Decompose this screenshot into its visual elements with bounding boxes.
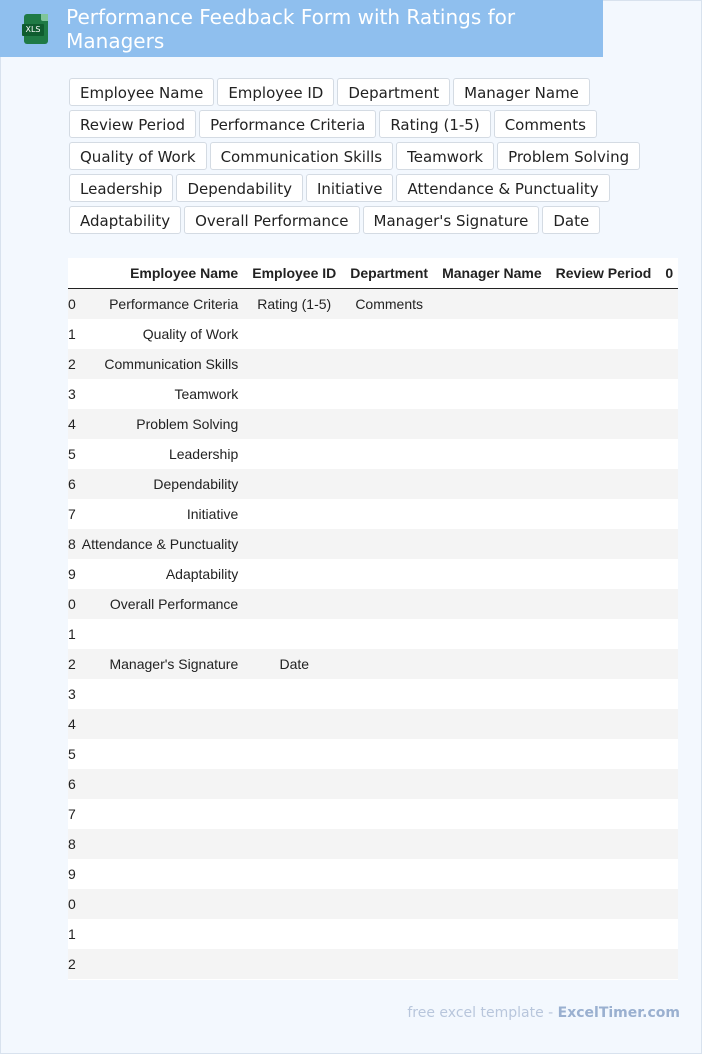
table-cell: [436, 829, 550, 859]
table-cell: Initiative: [186, 506, 239, 522]
row-index: 7: [68, 806, 76, 822]
table-cell: [659, 859, 678, 889]
table-cell: Manager's Signature: [109, 656, 239, 672]
row-index: 1: [68, 626, 76, 642]
table-cell: [76, 859, 246, 889]
table-cell: [659, 289, 678, 320]
table-cell: [436, 709, 550, 739]
table-cell: Attendance & Punctuality: [81, 536, 239, 552]
table-row: [68, 769, 678, 799]
table-cell: [344, 379, 436, 409]
table-cell: [246, 829, 344, 859]
table-cell: [76, 619, 246, 649]
table-row: [68, 439, 678, 469]
table-cell: [436, 889, 550, 919]
table-cell: [246, 679, 344, 709]
field-chip[interactable]: Attendance & Punctuality: [396, 174, 609, 202]
table-cell: [659, 379, 678, 409]
table-cell: [659, 589, 678, 619]
page-title: Performance Feedback Form with Ratings for Managers: [66, 4, 516, 53]
table-cell: [344, 319, 436, 349]
row-index: 9: [68, 866, 76, 882]
table-row: [68, 799, 678, 829]
table-cell: [344, 439, 436, 469]
table-row: [68, 469, 678, 499]
column-header: Employee ID: [246, 258, 344, 289]
table-cell: [436, 319, 550, 349]
table-cell: [659, 409, 678, 439]
logo-text: XLS: [22, 24, 44, 36]
table-cell: [550, 889, 660, 919]
table-cell: [550, 379, 660, 409]
field-chip[interactable]: Teamwork: [396, 142, 494, 170]
table-cell: [436, 559, 550, 589]
table-row: [68, 499, 678, 529]
table-cell: [659, 559, 678, 589]
table-cell: [436, 499, 550, 529]
row-index: 5: [68, 446, 76, 462]
table-cell: [436, 289, 550, 320]
table-cell: [659, 529, 678, 559]
table-cell: Dependability: [153, 476, 239, 492]
table-cell: [246, 709, 344, 739]
column-header: Review Period: [550, 258, 660, 289]
row-index: 0: [68, 896, 76, 912]
table-body: [68, 289, 678, 980]
table-cell: [246, 859, 344, 889]
table-cell: [550, 919, 660, 949]
index-header: [68, 258, 76, 289]
table-cell: [76, 769, 246, 799]
table-row: [68, 409, 678, 439]
table-cell: [659, 679, 678, 709]
table-cell: [246, 559, 344, 589]
table-row: [68, 349, 678, 379]
table-cell: [659, 469, 678, 499]
table-row: [68, 589, 678, 619]
row-index: 0: [68, 296, 76, 312]
field-chip[interactable]: Employee ID: [217, 78, 334, 106]
row-index: 1: [68, 326, 76, 342]
table-cell: [246, 379, 344, 409]
field-chip[interactable]: Manager's Signature: [363, 206, 540, 234]
table-cell: [550, 949, 660, 979]
table-cell: [659, 499, 678, 529]
row-index: 3: [68, 386, 76, 402]
table-cell: [246, 919, 344, 949]
table-cell: [344, 559, 436, 589]
table-cell: [246, 439, 344, 469]
table-cell: [436, 529, 550, 559]
table-cell: [436, 739, 550, 769]
row-index: 8: [68, 536, 76, 552]
table-cell: [550, 829, 660, 859]
table-cell: [76, 949, 246, 979]
field-chip[interactable]: Quality of Work: [69, 142, 207, 170]
row-index: 0: [68, 596, 76, 612]
table-row: [68, 559, 678, 589]
field-chip[interactable]: Adaptability: [69, 206, 181, 234]
table-cell: [550, 559, 660, 589]
table-cell: [344, 349, 436, 379]
table-row: [68, 859, 678, 889]
table-cell: [550, 529, 660, 559]
field-chip[interactable]: Employee Name: [69, 78, 214, 106]
field-chip[interactable]: Comments: [494, 110, 597, 138]
table-header-row: [68, 258, 678, 289]
table-cell: [659, 349, 678, 379]
table-cell: [246, 619, 344, 649]
field-chip[interactable]: Initiative: [306, 174, 394, 202]
table-cell: Teamwork: [174, 386, 239, 402]
row-index: 3: [68, 686, 76, 702]
field-chip[interactable]: Review Period: [69, 110, 196, 138]
field-chip[interactable]: Date: [542, 206, 600, 234]
column-header: Department: [344, 258, 436, 289]
table-cell: [76, 799, 246, 829]
table-row: [68, 319, 678, 349]
table-cell: Overall Performance: [109, 596, 239, 612]
table-cell: Communication Skills: [104, 356, 239, 372]
table-cell: [436, 349, 550, 379]
table-cell: [344, 649, 436, 679]
table-cell: [436, 679, 550, 709]
table-row: [68, 379, 678, 409]
field-chip[interactable]: Rating (1-5): [379, 110, 490, 138]
table-cell: Comments: [355, 296, 423, 312]
table-row: [68, 289, 678, 320]
table-cell: [550, 739, 660, 769]
table-cell: [659, 649, 678, 679]
row-index: 4: [68, 416, 76, 432]
table-cell: [76, 919, 246, 949]
row-index: 2: [68, 956, 76, 972]
row-index: 1: [68, 926, 76, 942]
table-cell: [550, 859, 660, 889]
table-cell: [550, 289, 660, 320]
table-cell: [550, 649, 660, 679]
row-index: 9: [68, 566, 76, 582]
data-table: [68, 258, 678, 979]
table-cell: Problem Solving: [136, 416, 239, 432]
table-cell: [76, 709, 246, 739]
table-cell: [344, 679, 436, 709]
table-cell: [344, 949, 436, 979]
column-header: Employee Name: [76, 258, 246, 289]
table-cell: [246, 799, 344, 829]
column-header: 0: [659, 258, 678, 289]
table-cell: [550, 619, 660, 649]
table-cell: Date: [279, 656, 310, 672]
row-index: 8: [68, 836, 76, 852]
table-cell: [436, 469, 550, 499]
field-chip[interactable]: Leadership: [69, 174, 173, 202]
table-cell: [246, 589, 344, 619]
table-cell: [659, 829, 678, 859]
table-cell: [344, 829, 436, 859]
table-cell: [76, 739, 246, 769]
table-cell: [344, 589, 436, 619]
table-cell: [659, 799, 678, 829]
row-index: 2: [68, 656, 76, 672]
table-cell: [76, 889, 246, 919]
row-index: 6: [68, 476, 76, 492]
table-cell: [344, 709, 436, 739]
table-cell: [436, 799, 550, 829]
field-chip[interactable]: Problem Solving: [497, 142, 640, 170]
table-cell: [436, 439, 550, 469]
table-cell: [659, 949, 678, 979]
table-cell: [550, 349, 660, 379]
table-cell: [550, 499, 660, 529]
row-index: 2: [68, 356, 76, 372]
table-cell: [344, 919, 436, 949]
table-cell: [659, 739, 678, 769]
table-row: [68, 709, 678, 739]
table-row: [68, 919, 678, 949]
table-cell: [344, 859, 436, 889]
table-cell: [659, 769, 678, 799]
footer-credit: [407, 1005, 680, 1021]
table-cell: Performance Criteria: [109, 296, 239, 312]
table-cell: [659, 619, 678, 649]
table-cell: [246, 769, 344, 799]
column-header: Manager Name: [436, 258, 550, 289]
table-row: [68, 949, 678, 979]
field-chip[interactable]: Overall Performance: [184, 206, 359, 234]
row-index: 7: [68, 506, 76, 522]
table-row: [68, 829, 678, 859]
table-cell: [436, 949, 550, 979]
table-cell: [550, 799, 660, 829]
table-cell: [344, 739, 436, 769]
table-cell: [246, 409, 344, 439]
row-index: 5: [68, 746, 76, 762]
footer-brand-link[interactable]: ExcelTimer.com: [557, 1005, 680, 1021]
table-cell: [76, 829, 246, 859]
excel-file-icon: [22, 14, 49, 44]
table-cell: Leadership: [168, 446, 239, 462]
table-cell: [246, 499, 344, 529]
table-cell: [550, 319, 660, 349]
table-cell: [550, 709, 660, 739]
table-cell: [550, 439, 660, 469]
data-table-container: [68, 258, 678, 980]
table-row: [68, 679, 678, 709]
field-chip[interactable]: Manager Name: [453, 78, 590, 106]
table-cell: [344, 769, 436, 799]
field-chip[interactable]: Performance Criteria: [199, 110, 376, 138]
table-cell: [436, 589, 550, 619]
table-cell: Adaptability: [165, 566, 239, 582]
table-cell: Quality of Work: [142, 326, 239, 342]
table-cell: Rating (1-5): [257, 296, 332, 312]
table-cell: [344, 889, 436, 919]
field-chip[interactable]: Communication Skills: [210, 142, 394, 170]
table-cell: [344, 529, 436, 559]
table-cell: [550, 589, 660, 619]
row-index: 4: [68, 716, 76, 732]
table-cell: [344, 499, 436, 529]
table-cell: [436, 919, 550, 949]
field-chip[interactable]: Department: [337, 78, 450, 106]
table-cell: [246, 889, 344, 919]
table-row: [68, 889, 678, 919]
table-cell: [344, 469, 436, 499]
table-cell: [436, 859, 550, 889]
table-row: [68, 529, 678, 559]
table-cell: [659, 319, 678, 349]
table-cell: [659, 889, 678, 919]
table-cell: [344, 619, 436, 649]
table-cell: [246, 529, 344, 559]
table-cell: [246, 469, 344, 499]
row-index: 6: [68, 776, 76, 792]
table-cell: [659, 919, 678, 949]
field-chip-list: [69, 78, 679, 234]
table-cell: [246, 739, 344, 769]
table-row: [68, 739, 678, 769]
table-cell: [550, 679, 660, 709]
footer-prefix: free excel template -: [407, 1005, 558, 1021]
table-cell: [436, 409, 550, 439]
table-cell: [436, 379, 550, 409]
table-cell: [659, 439, 678, 469]
table-cell: [436, 649, 550, 679]
table-cell: [246, 949, 344, 979]
table-cell: [246, 319, 344, 349]
table-cell: [344, 409, 436, 439]
table-cell: [76, 679, 246, 709]
table-cell: [436, 619, 550, 649]
field-chip[interactable]: Dependability: [176, 174, 303, 202]
table-cell: [659, 709, 678, 739]
table-cell: [550, 769, 660, 799]
table-cell: [246, 349, 344, 379]
table-row: [68, 619, 678, 649]
table-cell: [344, 799, 436, 829]
table-cell: [550, 409, 660, 439]
table-row: [68, 649, 678, 679]
table-cell: [436, 769, 550, 799]
page-header: [0, 0, 603, 57]
table-cell: [550, 469, 660, 499]
